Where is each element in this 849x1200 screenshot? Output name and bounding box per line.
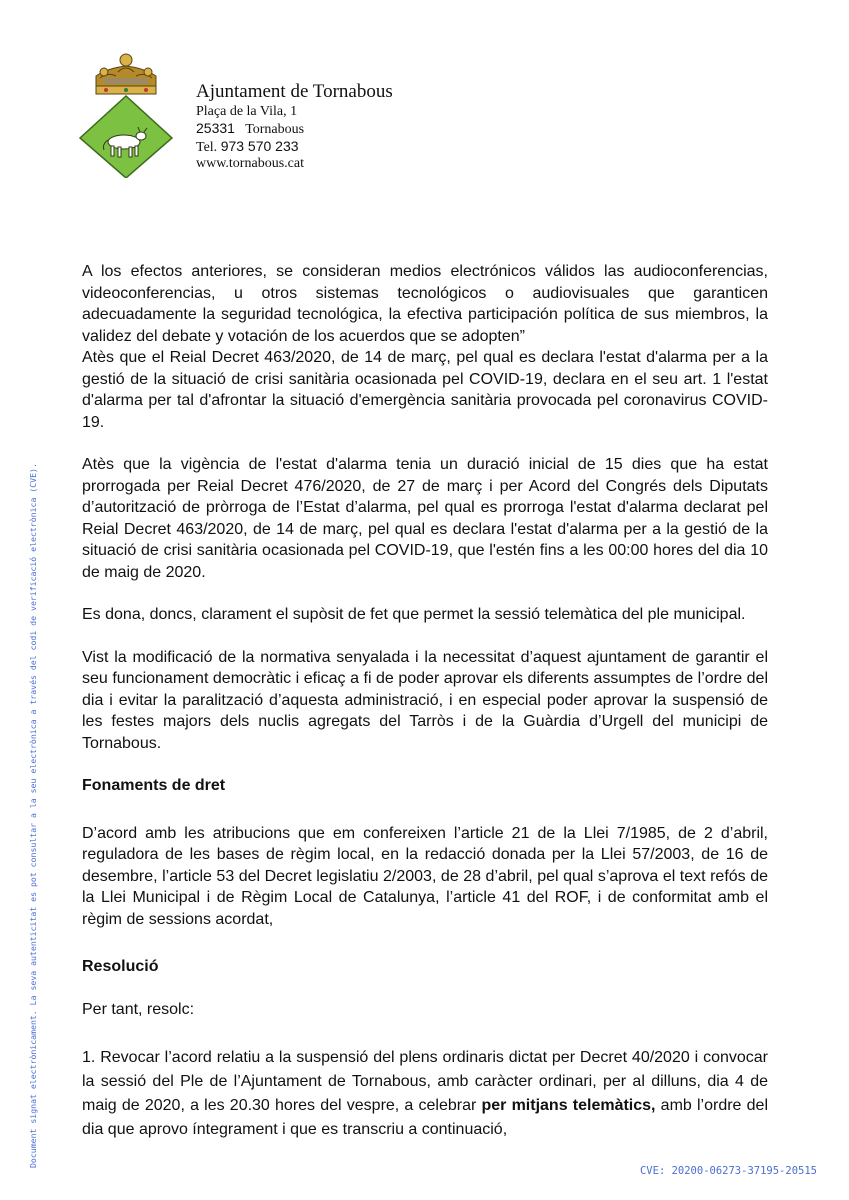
coat-of-arms-logo	[78, 50, 174, 178]
signature-side-note: Document signat electrònicament. La seva autenticitat es pot consultar a la seu electrònica a través del codi de verificació electrònica (CVE).	[28, 463, 38, 1168]
section-heading: Resolució	[82, 958, 159, 975]
org-address: Plaça de la Vila, 1	[196, 104, 298, 119]
section-heading: Fonaments de dret	[82, 777, 226, 794]
org-website: www.tornabous.cat	[196, 156, 304, 171]
resolution-text: 1. Revocar l’acord relatiu a la suspensió del plens ordinaris dictat per Decret 40/2020 i convocar la sessió del Ple de l’Ajuntament de Tornabous, amb caràcter ordinari, per al dilluns, dia 4 de maig de 2020, a les 20.30 hores del vespre, a celebrar	[82, 1049, 768, 1114]
paragraph: A los efectos anteriores, se consideran medios electrónicos válidos las audioconferencias, videoconferencias, u otros sistemas tecnológicos o audiovisuales que garanticen adecuadamente la seguridad tecnológica, la efectiva participación política de sus miembros, la validez del debate y votación de los acuerdos que se adopten”	[82, 263, 768, 345]
org-name: Ajuntament de Tornabous	[196, 81, 393, 102]
org-phone-line	[196, 138, 393, 156]
paragraph: Vist la modificació de la normativa senyalada i la necessitat d’aquest ajuntament de garantir el seu funcionament democràtic i eficaç a fi de poder aprovar els diferents assumptes de l’ordre del dia i evitar la paralització d’aquesta administració, i en especial poder aprovar la suspensió de les festes majors dels nuclis agregats del Tarròs i de la Guàrdia d’Urgell del municipi de Tornabous.	[82, 648, 768, 752]
postal-code: 25331	[196, 120, 235, 136]
cve-code: CVE: 20200-06273-37195-20515	[639, 1165, 817, 1177]
paragraph: Atès que la vigència de l'estat d'alarma tenia un duració inicial de 15 dies que ha estat prorrogada per Reial Decret 476/2020, de 27 de març i per Acord del Congrés dels Diputats d’autorització de pròrroga de l’Estat d’alarma, pel qual es prorroga l'estat d'alarma declarat pel Reial Decret 463/2020, de 14 de març, pel qual es declara l'estat d'alarma per a la gestió de la situació de crisi sanitària ocasionada pel COVID-19, que l'estén fins a les 00:00 hores del dia 10 de maig de 2020.	[82, 456, 768, 581]
city: Tornabous	[245, 122, 305, 137]
document-body	[82, 261, 768, 1142]
paragraph: Atès que el Reial Decret 463/2020, de 14 de març, pel qual es declara l'estat d'alarma per a la gestió de la situació de crisi sanitària ocasionada pel COVID-19, declara en el seu art. 1 l'estat d'alarma per tal d'afrontar la situació d'emergència sanitària provocada pel coronavirus COVID-19.	[82, 349, 768, 431]
phone-number: 973 570 233	[220, 138, 299, 154]
paragraph: D’acord amb les atribucions que em confereixen l’article 21 de la Llei 7/1985, de 2 d’abril, reguladora de les bases de règim local, en la redacció donada per la Llei 57/2003, de 16 de desembre, l’article 53 del Decret legislatiu 2/2003, de 28 d’abril, pel qual s’aprova el text refós de la Llei Municipal i de Règim Local de Catalunya, l’article 41 del ROF, i de conformitat amb el règim de sessions acordat,	[82, 824, 768, 928]
phone-prefix: Tel.	[196, 140, 218, 155]
org-city-line	[196, 120, 393, 138]
paragraph: Es dona, doncs, clarament el supòsit de fet que permet la sessió telemàtica del ple municipal.	[82, 606, 746, 623]
resolution-bold-text: per mitjans telemàtics,	[481, 1097, 656, 1114]
paragraph: Per tant, resolc:	[82, 1000, 195, 1018]
paragraph	[82, 1046, 768, 1142]
resolution-text-end: amb l’ordre del dia que aprovo íntegrament i que es transcriu a continuació,	[82, 1097, 768, 1138]
letterhead	[196, 80, 393, 172]
crown-icon	[96, 54, 156, 94]
